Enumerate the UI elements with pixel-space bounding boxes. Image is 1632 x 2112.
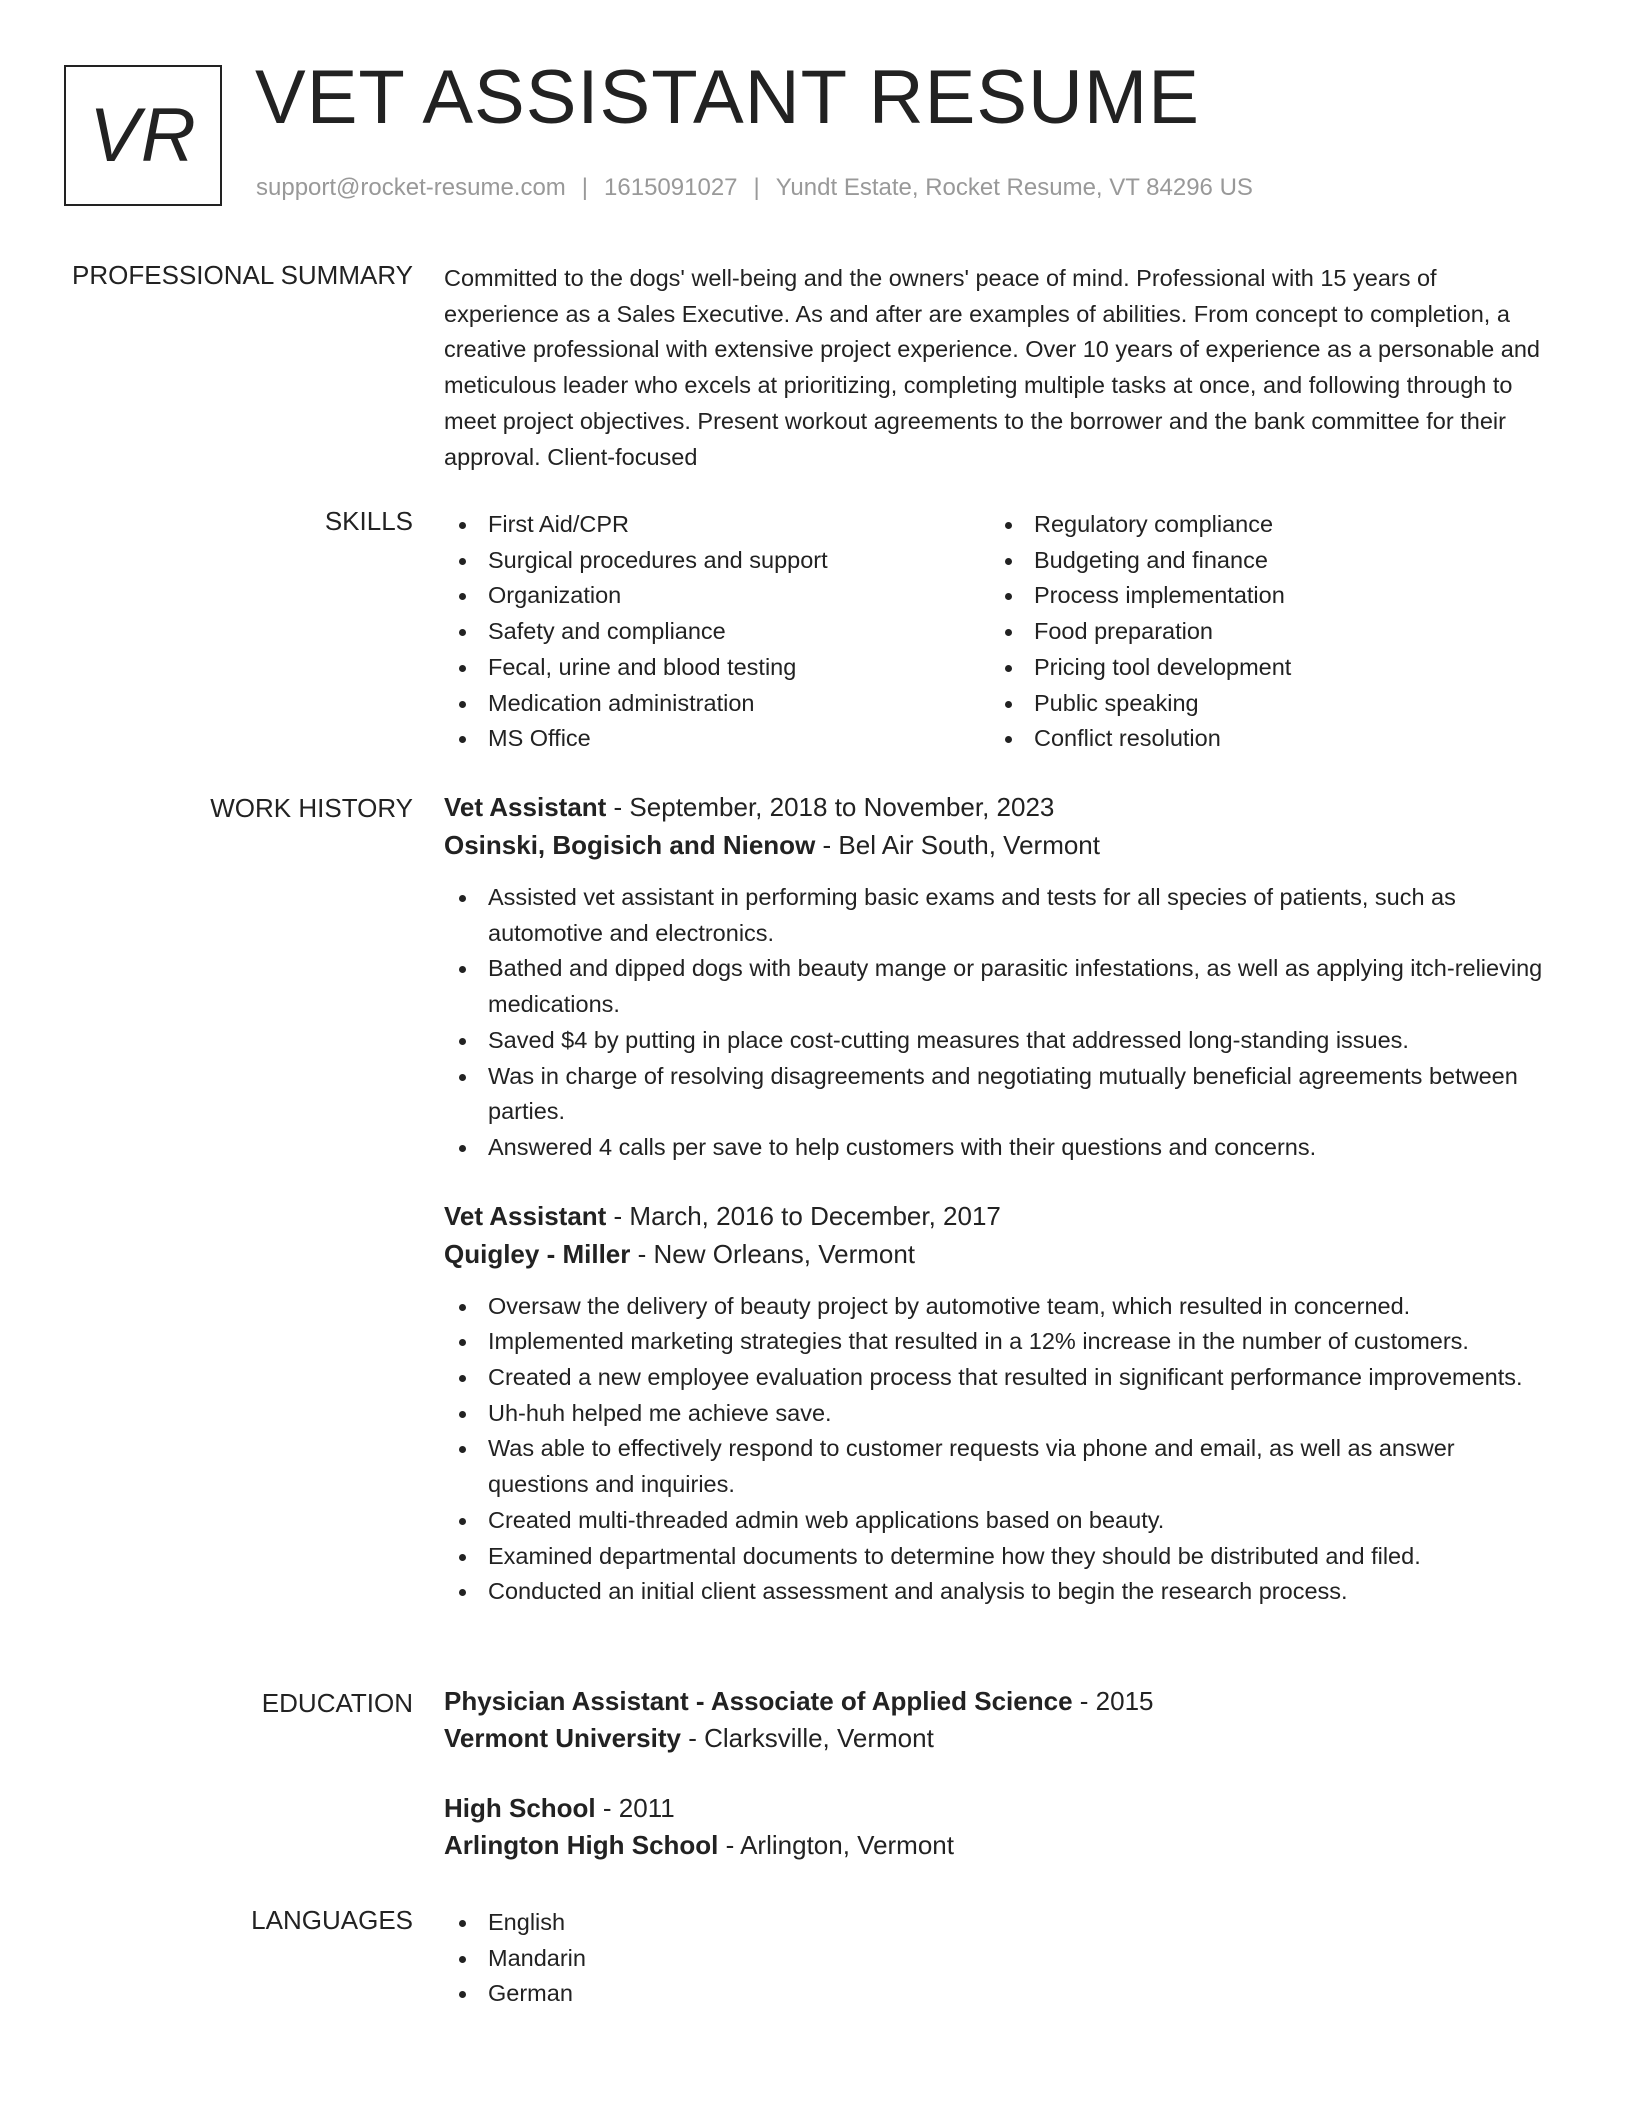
languages-list	[444, 1905, 1554, 2012]
job-bullet: Saved $4 by putting in place cost-cutting measures that addressed long-standing issues.	[444, 1023, 1554, 1059]
languages-body	[444, 1905, 1554, 2012]
job-bullet: Conducted an initial client assessment and analysis to begin the research process.	[444, 1574, 1554, 1610]
job-role: Vet Assistant	[444, 1200, 607, 1231]
page-title: VET ASSISTANT RESUME	[255, 55, 1200, 140]
job-role: Vet Assistant	[444, 792, 607, 822]
education-body	[444, 1683, 1554, 1864]
language-item: Mandarin	[444, 1941, 1554, 1977]
job-bullet: Oversaw the delivery of beauty project by automotive team, which resulted in concerned.	[444, 1289, 1554, 1325]
section-title-skills: SKILLS	[324, 506, 413, 536]
section-title-languages: LANGUAGES	[251, 1905, 413, 1935]
contact-address: Yundt Estate, Rocket Resume, VT 84296 US	[775, 174, 1253, 201]
education-location: - Clarksville, Vermont	[680, 1723, 934, 1753]
education-degree-line	[444, 1790, 1554, 1827]
job-bullet: Bathed and dipped dogs with beauty mange or parasitic infestations, as well as applying itch-relieving medications.	[444, 951, 1554, 1022]
job-title-line	[444, 788, 1554, 826]
section-title-education: EDUCATION	[261, 1688, 413, 1718]
education-degree-line	[444, 1683, 1554, 1720]
skill-item: Pricing tool development	[990, 650, 1536, 686]
contact-phone[interactable]: 1615091027	[604, 174, 738, 201]
skill-item: First Aid/CPR	[444, 507, 990, 543]
skill-item: Safety and compliance	[444, 614, 990, 650]
job-company-line	[444, 1235, 1554, 1273]
job-location: - Bel Air South, Vermont	[815, 830, 1100, 860]
skills-body	[444, 507, 1554, 757]
education-location: - Arlington, Vermont	[718, 1830, 954, 1860]
job-bullet: Examined departmental documents to determine how they should be distributed and filed.	[444, 1539, 1554, 1575]
job-bullet: Was in charge of resolving disagreements and negotiating mutually beneficial agreements between parties.	[444, 1059, 1554, 1130]
skill-item: MS Office	[444, 721, 990, 757]
job-bullet: Assisted vet assistant in performing basic exams and tests for all species of patients, such as automotive and electronics.	[444, 880, 1554, 951]
skill-item: Organization	[444, 578, 990, 614]
skill-item: Conflict resolution	[990, 721, 1536, 757]
education-school: Arlington High School	[444, 1830, 719, 1860]
job-location: - New Orleans, Vermont	[630, 1238, 916, 1269]
contact-line	[256, 173, 1253, 203]
skills-list-right	[990, 507, 1536, 757]
education-degree: Physician Assistant - Associate of Applied Science	[444, 1686, 1073, 1716]
job-entry	[444, 788, 1554, 1166]
skill-item: Surgical procedures and support	[444, 543, 990, 579]
section-title-work: WORK HISTORY	[210, 793, 413, 823]
job-company: Quigley - Miller	[444, 1238, 631, 1269]
education-degree: High School	[444, 1793, 596, 1823]
job-company: Osinski, Bogisich and Nienow	[444, 830, 816, 860]
job-bullet: Answered 4 calls per save to help customers with their questions and concerns.	[444, 1130, 1554, 1166]
job-bullets	[444, 1289, 1554, 1610]
skill-item: Budgeting and finance	[990, 543, 1536, 579]
job-bullet: Created multi-threaded admin web applications based on beauty.	[444, 1503, 1554, 1539]
education-year: - 2015	[1072, 1686, 1154, 1716]
education-entry	[444, 1683, 1554, 1757]
skill-item: Medication administration	[444, 686, 990, 722]
contact-separator: |	[753, 174, 760, 201]
job-bullet: Created a new employee evaluation process that resulted in significant performance improvements.	[444, 1360, 1554, 1396]
skill-item: Process implementation	[990, 578, 1536, 614]
monogram-logo: VR	[64, 65, 222, 206]
contact-email[interactable]: support@rocket-resume.com	[256, 174, 566, 201]
job-bullet: Implemented marketing strategies that resulted in a 12% increase in the number of customers.	[444, 1324, 1554, 1360]
education-year: - 2011	[595, 1793, 675, 1823]
work-body	[444, 788, 1554, 1610]
job-dates: - March, 2016 to December, 2017	[606, 1200, 1001, 1231]
skill-item: Fecal, urine and blood testing	[444, 650, 990, 686]
job-bullets	[444, 880, 1554, 1166]
job-entry	[444, 1197, 1554, 1610]
job-dates: - September, 2018 to November, 2023	[606, 792, 1055, 822]
job-bullet: Uh-huh helped me achieve save.	[444, 1396, 1554, 1432]
education-entry	[444, 1790, 1554, 1864]
education-school-line	[444, 1720, 1554, 1757]
section-title-summary: PROFESSIONAL SUMMARY	[72, 260, 413, 290]
language-item: English	[444, 1905, 1554, 1941]
job-company-line	[444, 826, 1554, 864]
job-bullet: Was able to effectively respond to customer requests via phone and email, as well as answer questions and inquiries.	[444, 1431, 1554, 1502]
contact-separator: |	[581, 174, 589, 201]
skill-item: Food preparation	[990, 614, 1536, 650]
summary-body	[444, 261, 1554, 475]
skill-item: Regulatory compliance	[990, 507, 1536, 543]
skill-item: Public speaking	[990, 686, 1536, 722]
language-item: German	[444, 1976, 1554, 2012]
job-title-line	[444, 1197, 1554, 1235]
summary-text: Committed to the dogs' well-being and the owners' peace of mind. Professional with 15 years of experience as a Sales Executive. As and after are examples of abilities. From concept to completion, a creative professional with extensive project experience. Over 10 years of experience as a personable and meticulous leader who excels at prioritizing, completing multiple tasks at once, and following through to meet project objectives. Present workout agreements to the borrower and the bank committee for their approval. Client-focused	[444, 265, 1540, 470]
education-school-line	[444, 1827, 1554, 1864]
education-school: Vermont University	[444, 1723, 681, 1753]
skills-list-left	[444, 507, 990, 757]
